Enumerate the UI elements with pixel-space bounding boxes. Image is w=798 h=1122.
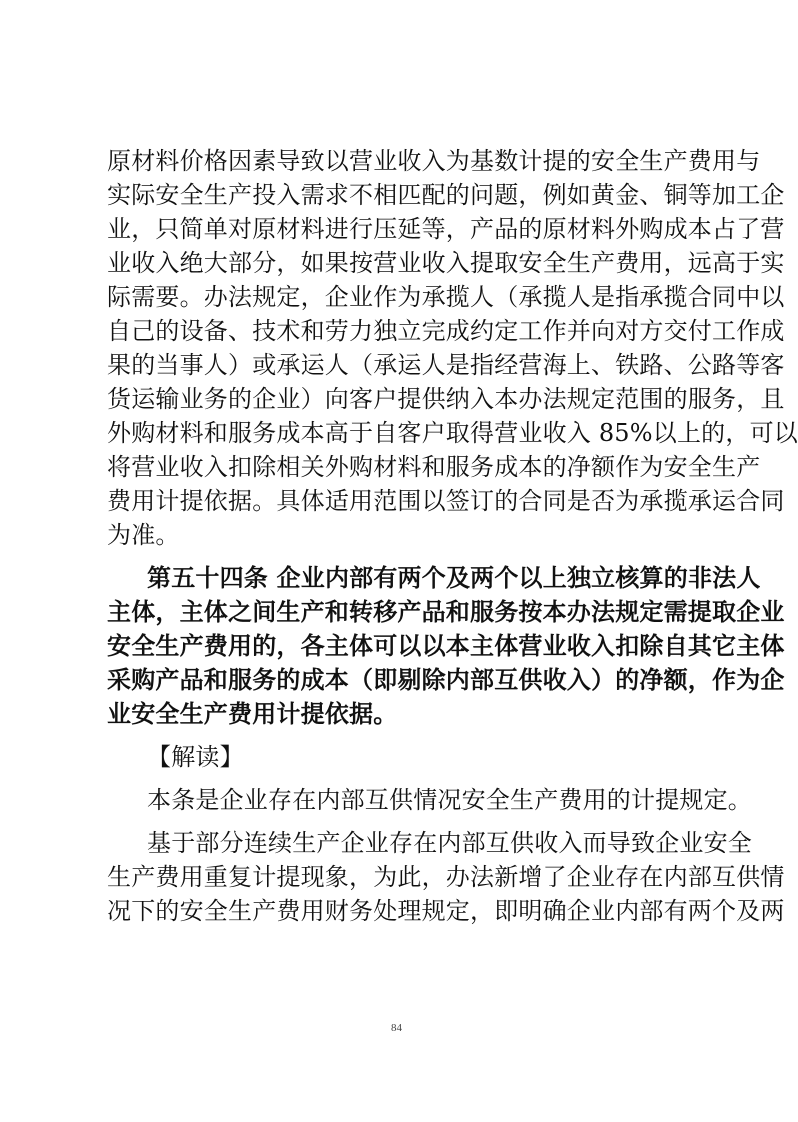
text-line: 主体，主体之间生产和转移产品和服务按本办法规定需提取企业 [107,597,785,626]
text-line: 安全生产费用的，各主体可以以本主体营业收入扣除自其它主体 [107,631,785,660]
page-number: 84 [391,1022,402,1034]
text-line: 本条是企业存在内部互供情况安全生产费用的计提规定。 [147,786,752,814]
text-line: 况下的安全生产费用财务处理规定，即明确企业内部有两个及两 [107,897,785,925]
text-line: 第五十四条 企业内部有两个及两个以上独立核算的非法人 [147,563,761,592]
interpretation-body [107,826,785,928]
text-line: 将营业收入扣除相关外购材料和服务成本的净额作为安全生产 [107,453,761,481]
text-line: 自己的设备、技术和劳力独立完成约定工作并向对方交付工作成 [107,317,785,345]
text-line: 业收入绝大部分，如果按营业收入提取安全生产费用，远高于实 [107,249,785,277]
paragraph-continuation [107,144,798,552]
text-line: 为准。 [107,521,180,549]
text-line: 原材料价格因素导致以营业收入为基数计提的安全生产费用与 [107,147,761,175]
text-line: 货运输业务的企业）向客户提供纳入本办法规定范围的服务，且 [107,385,785,413]
paragraph-list [107,144,798,928]
text-line: 费用计提依据。具体适用范围以签订的合同是否为承揽承运合同 [107,487,785,515]
text-line: 果的当事人）或承运人（承运人是指经营海上、铁路、公路等客 [107,351,785,379]
text-line: 实际安全生产投入需求不相匹配的问题，例如黄金、铜等加工企 [107,181,785,209]
text-line: 生产费用重复计提现象，为此，办法新增了企业存在内部互供情 [107,863,785,891]
text-line: 际需要。办法规定，企业作为承揽人（承揽人是指承揽合同中以 [107,283,785,311]
text-line: 采购产品和服务的成本（即剔除内部互供收入）的净额，作为企 [107,665,785,694]
text-line: 基于部分连续生产企业存在内部互供收入而导致企业安全 [147,829,752,857]
document-body [107,144,798,928]
text-line: 业，只简单对原材料进行压延等，产品的原材料外购成本占了营 [107,215,785,243]
interpretation-heading [107,740,695,774]
text-line: 外购材料和服务成本高于自客户取得营业收入 85%以上的，可以 [107,419,798,447]
article-54 [107,561,785,731]
text-line: 【解读】 [147,743,244,771]
interpretation-summary [107,783,752,817]
text-line: 业安全生产费用计提依据。 [107,699,398,728]
